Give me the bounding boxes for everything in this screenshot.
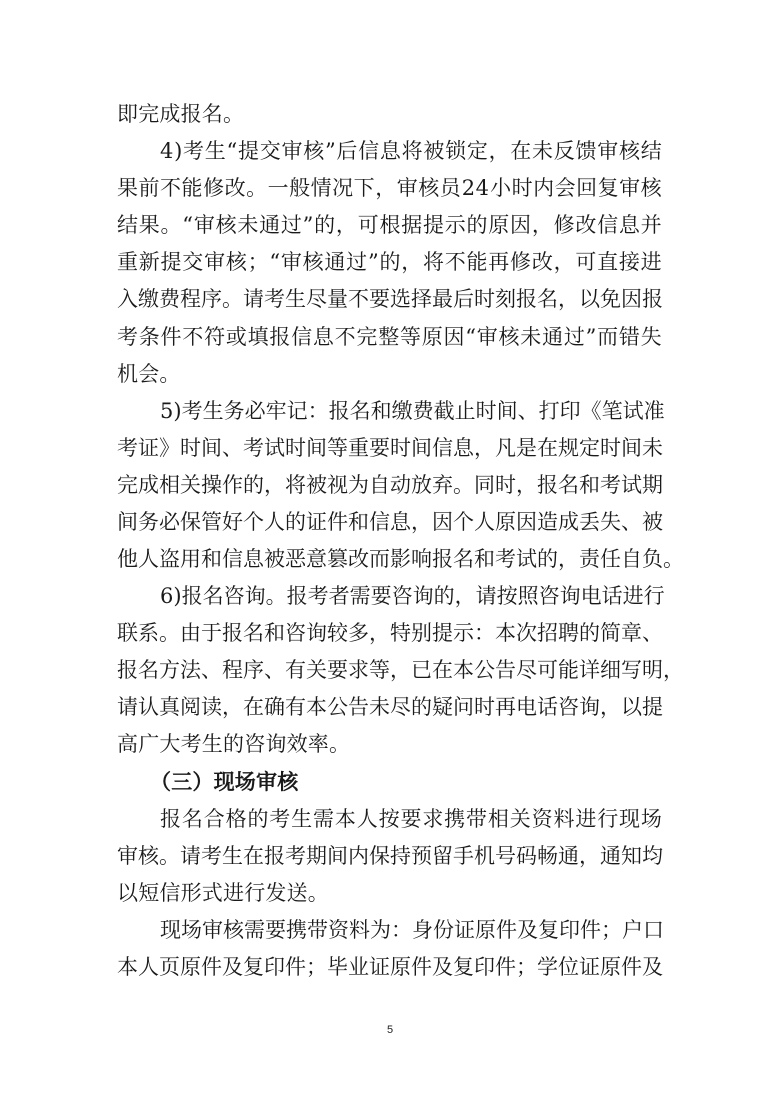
text-line-21: 审 核 。 请 考 生 在 报 考 期 间 内 保 持 预 留 手 机 号 码 畅 通 ， 通 知 均 [117,843,663,868]
text-line-11: 完 成 相 关 操 作 的 ， 将 被 视 为 自 动 放 弃 。 同 时 ， 报 名 和 考 试 期 [117,472,663,497]
text-line-2: 4 ) 考 生 “ 提 交 审 核 ” 后 信 息 将 被 锁 定 ， 在 未 反 馈 审 核 结 [160,139,662,164]
text-line-3: 果 前 不 能 修 改 。 一 般 情 况 下 ， 审 核 员 2 4 小 时 内 会 回 复 审 核 [117,176,662,201]
text-line-1: 即完成报名。 [117,102,245,126]
text-line-8: 机会。 [117,361,181,386]
text-line-22: 以短信形式进行发送。 [117,880,329,905]
text-line-6: 入 缴 费 程 序 。 请 考 生 尽 量 不 要 选 择 最 后 时 刻 报 名 ， 以 免 因 报 [117,287,663,312]
text-line-23: 现 场 审 核 需 要 携 带 资 料 为 ： 身 份 证 原 件 及 复 印 件 ； 户 口 [160,917,664,942]
text-line-5: 重 新 提 交 审 核 ； “ 审 核 通 过 ” 的 ， 将 不 能 再 修 改 ， 可 直 接 进 [117,250,662,275]
text-line-10: 考 证 》 时 间 、 考 试 时 间 等 重 要 时 间 信 息 ， 凡 是 在 规 定 时 间 未 [117,435,663,460]
text-line-15: 联 系 。 由 于 报 名 和 咨 询 较 多 ， 特 别 提 示 ： 本 次 招 聘 的 简 章 、 [117,621,663,646]
text-line-17: 请 认 真 阅 读 ， 在 确 有 本 公 告 未 尽 的 疑 问 时 再 电 话 咨 询 ， 以 提 [117,695,663,720]
text-line-18: 高广大考生的咨询效率。 [117,732,351,757]
text-line-7: 考 条 件 不 符 或 填 报 信 息 不 完 整 等 原 因 “ 审 核 未 通 过 ” 而 错 失 [117,324,662,349]
text-line-14: 6 ) 报 名 咨 询 。 报 考 者 需 要 咨 询 的 ， 请 按 照 咨 询 电 话 进 行 [160,584,665,609]
text-line-9: 5 ) 考 生 务 必 牢 记 ： 报 名 和 缴 费 截 止 时 间 、 打 印 《 笔 试 准 [160,398,665,423]
text-line-12: 间 务 必 保 管 好 个 人 的 证 件 和 信 息 ， 因 个 人 原 因 造 成 丢 失 、 被 [117,509,663,534]
text-line-13: 他 人 盗 用 和 信 息 被 恶 意 篡 改 而 影 响 报 名 和 考 试 的 ， 责 任 自 负 。 [117,547,684,572]
text-line-24: 本 人 页 原 件 及 复 印 件 ； 毕 业 证 原 件 及 复 印 件 ； 学 位 证 原 件 及 [117,955,663,979]
section-heading: （三）现场审核 [150,769,299,794]
page-number: 5 [386,1024,394,1036]
text-line-16: 报 名 方 法 、 程 序 、 有 关 要 求 等 ， 已 在 本 公 告 尽 可 能 详 细 写 明 ， [117,658,684,683]
text-line-4: 结 果 。 “ 审 核 未 通 过 ” 的 ， 可 根 据 提 示 的 原 因 ， 修 改 信 息 并 [117,213,662,238]
text-line-20: 报 名 合 格 的 考 生 需 本 人 按 要 求 携 带 相 关 资 料 进 行 现 场 [160,806,662,831]
